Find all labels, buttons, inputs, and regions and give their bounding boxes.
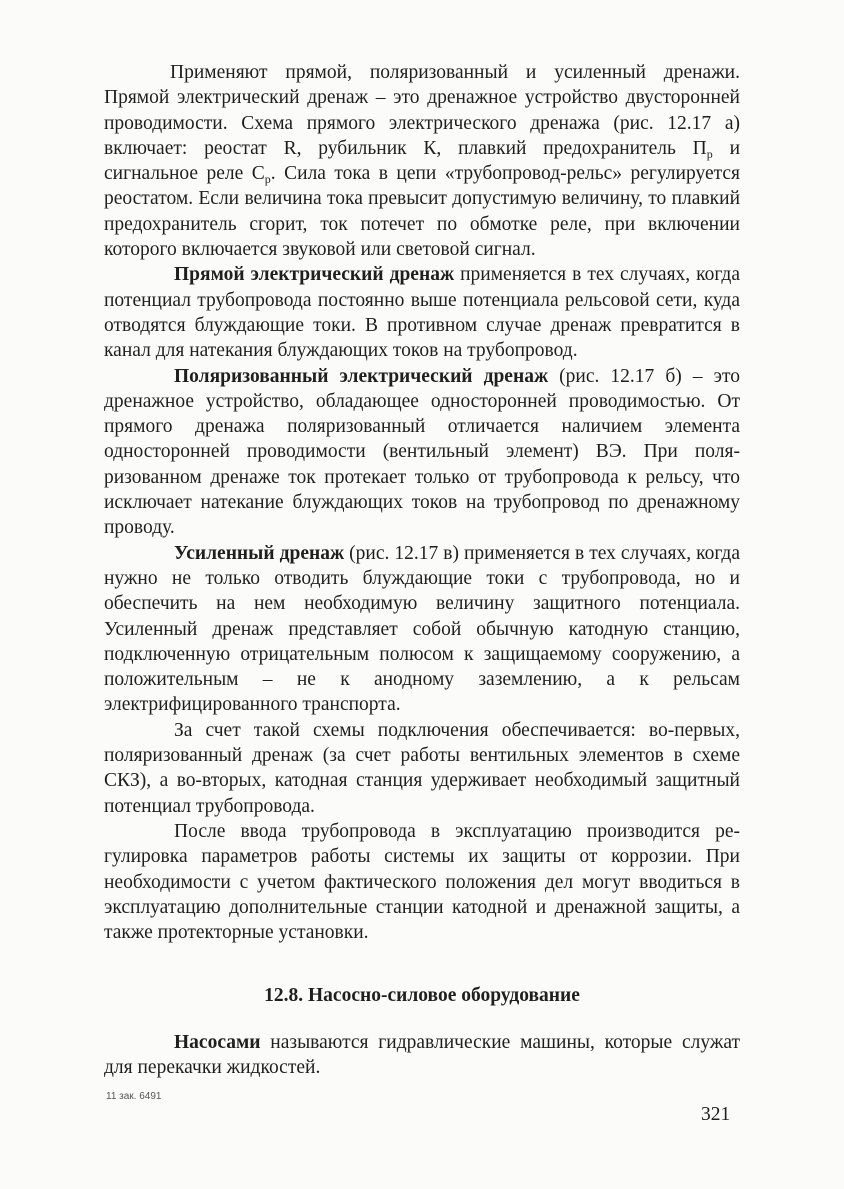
paragraph-text: После ввода трубопровода в эксплуатацию производится регулировка параметров работы системы их защиты от коррозии. При необходимости с учетом фактического положения дел могут вводиться в эксплуатацию дополнительные станции катодной и дренажной защиты, а также протекторные установки. xyxy=(104,820,740,944)
body-text xyxy=(104,60,740,945)
paragraph-text: Применяют прямой, поляризованный и усиленный дренажи. Прямой электрический дренаж – это дренажное устройство двусторонней проводимости. Схема прямого электрического дренажа (рис. 12.17 а) включает: реостат R, рубильник К, плавкий предохранитель П xyxy=(104,62,740,159)
bold-term: Усиленный дренаж xyxy=(174,542,345,564)
paragraph xyxy=(104,1030,740,1081)
section-body xyxy=(104,1030,740,1081)
subscript: р xyxy=(264,172,271,187)
section-heading: 12.8. Насосно-силовое оборудование xyxy=(264,985,580,1006)
printer-signature: 11 зак. 6491 xyxy=(106,1091,162,1102)
paragraph xyxy=(104,364,740,541)
bold-term: Насосами xyxy=(174,1032,261,1053)
paragraph-text: За счет такой схемы подключения обеспечивается: во-первых, поляризованный дренаж (за счет работы вентильных элементов в схеме СКЗ), а во-вторых, катодная станция удерживает необходимый защитный потенциал трубопровода. xyxy=(104,719,740,817)
paragraph-text: . Сила тока в цепи «трубопровод-рельс» регулируется реостатом. Если величина тока превысит допустимую величину, то плавкий предохранитель сгорит, ток потечет по обмотке реле, при включении которого включается звуковой или световой сигнал. xyxy=(104,163,740,261)
paragraph xyxy=(104,262,740,363)
page-number: 321 xyxy=(701,1104,731,1125)
paragraph-text: и сигнальное реле С xyxy=(104,137,741,185)
paragraph xyxy=(104,541,740,718)
bold-term: Прямой электрический дренаж xyxy=(174,264,455,286)
bold-term: Поляризованный электрический дренаж xyxy=(174,365,549,387)
paragraph-text: применяется в тех случаях, когда потенциал трубопровода постоянно выше потенциала рельсовой сети, куда отводятся блуждающие токи. В противном случае дренаж превратится в канал для натекания блуждающих токов на трубопровод. xyxy=(104,264,740,362)
paragraph xyxy=(104,60,740,262)
subscript: р xyxy=(706,146,713,161)
paragraph xyxy=(104,819,740,945)
paragraph-text: называются гидравлические машины, которые служат для перекачки жидкостей. xyxy=(104,1032,740,1079)
paragraph-text: (рис. 12.17 в) применяется в тех случаях, когда нужно не только отводить блуждающие токи с трубопровода, но и обеспечить на нем необходимую величину защитного потенциала. Усиленный дренаж представляет собой обычную катодную станцию, подключенную отрицательным полюсом к защищаемому сооружению, а положительным – не к анодному заземлению, а к рельсам электрифицированного транспорта. xyxy=(104,542,740,716)
paragraph xyxy=(104,718,740,819)
paragraph-text: (рис. 12.17 б) – это дренажное устройство, обладающее односторонней проводимостью. От прямого дренажа поляризованный отличается наличием элемента односторонней проводимости (вентильный элемент) ВЭ. При поляризованном дренаже ток протекает только от трубопровода к рельсу, что исключает натекание блуждающих токов на трубопровод по дренажному проводу. xyxy=(104,365,740,539)
